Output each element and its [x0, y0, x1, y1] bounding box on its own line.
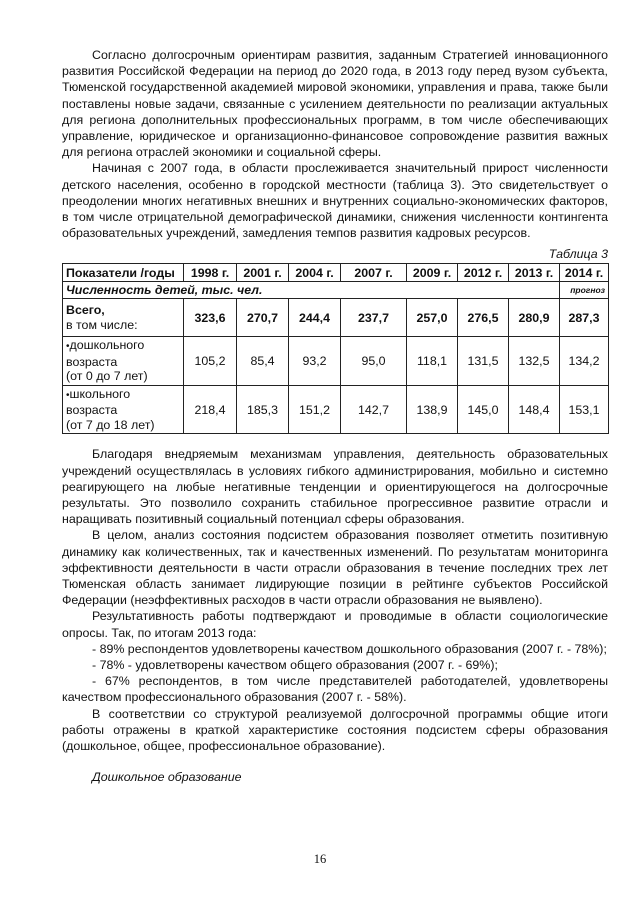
forecast-label: прогноз [560, 282, 609, 299]
table-cell: 153,1 [560, 385, 609, 434]
table-cell: 134,2 [560, 337, 609, 386]
row-label-main: школьного возраста [66, 386, 131, 418]
table-row [63, 337, 609, 386]
row-label-sub: в том числе: [66, 317, 138, 332]
table-cell: 323,6 [184, 299, 237, 337]
table-cell: 287,3 [560, 299, 609, 337]
year-header: 1998 г. [184, 264, 237, 282]
table-cell: 257,0 [407, 299, 458, 337]
page-number: 16 [313, 852, 327, 866]
table-header-row [63, 264, 609, 282]
table-cell: 118,1 [407, 337, 458, 386]
table-cell: 276,5 [458, 299, 509, 337]
row-label [63, 385, 184, 434]
paragraph-surveys: Результативность работы подтверждают и проводимые в области социологические опросы. Так, по итогам 2013 года: [62, 609, 608, 640]
table-cell: 218,4 [184, 385, 237, 434]
table-cell: 95,0 [341, 337, 407, 386]
bullet-mark: • [66, 389, 70, 401]
row-label-sub: (от 7 до 18 лет) [66, 417, 155, 432]
year-header: 2004 г. [289, 264, 341, 282]
table-cell: 93,2 [289, 337, 341, 386]
table-cell: 142,7 [341, 385, 407, 434]
table-section-row [63, 282, 609, 299]
year-header: 2001 г. [237, 264, 289, 282]
year-header: 2012 г. [458, 264, 509, 282]
table-cell: 131,5 [458, 337, 509, 386]
year-header: 2007 г. [341, 264, 407, 282]
table-cell: 132,5 [509, 337, 560, 386]
table-row [63, 299, 609, 337]
table-caption: Таблица 3 [548, 247, 608, 262]
row-label-sub: (от 0 до 7 лет) [66, 369, 148, 384]
children-population-table [62, 263, 609, 434]
table-cell: 148,4 [509, 385, 560, 434]
bullet-mark: • [66, 341, 70, 353]
table-cell: 185,3 [237, 385, 289, 434]
table-cell: 145,0 [458, 385, 509, 434]
row-label-main: Всего, [66, 303, 105, 318]
year-header: 2009 г. [407, 264, 458, 282]
paragraph-analysis: В целом, анализ состояния подсистем образования позволяет отметить позитивную динамику как количественных, так и качественных изменений. По результатам мониторинга эффективности деятельности в части отрасли образования в течение последних трех лет Тюменская область занимает лидирующие позиции в рейтинге субъектов Российской Федерации (неэффективных расходов в части отрасли образования не выявлено). [62, 528, 608, 608]
table-cell: 85,4 [237, 337, 289, 386]
table-cell: 105,2 [184, 337, 237, 386]
paragraph-strategy: Согласно долгосрочным ориентирам развития, заданным Стратегией инновационного развития Российской Федерации на период до 2020 года, в 2013 году перед вузом субъекта, Тюменской государственной академией мировой экономики, управления и права, также были поставлены новые задачи, связанные с усилением деятельности по реализации актуальных для региона дополнительных профессиональных программ, в том числе обеспечивающих управление, юридическое и организационно-финансовое сопровождение развития важных для региона отраслей экономики и социальной сферы. [62, 48, 608, 160]
paragraph-program-structure: В соответствии со структурой реализуемой долгосрочной программы общие итоги работы отражены в краткой характеристике состояния подсистем сферы образования (дошкольное, общее, профессиональное образование). [62, 706, 608, 754]
section-label: Численность детей, тыс. чел. [63, 282, 560, 299]
header-label: Показатели /годы [63, 264, 184, 282]
paragraph-management: Благодаря внедряемым механизмам управления, деятельность образовательных учреждений осуществлялась в условиях гибкого администрирования, мобильно и системно реагирующего на любые негативные тенденции и ориентирующегося на долгосрочные результаты. Это позволило сохранить стабильное прогрессивное развитие отрасли и наращивать позитивный социальный потенциал сферы образования. [62, 447, 608, 527]
table-cell: 237,7 [341, 299, 407, 337]
paragraph-population-growth: Начиная с 2007 года, в области прослеживается значительный прирост численности детского населения, особенно в городской местности (таблица 3). Это свидетельствует о преодолении многих негативных внешних и внутренних социально-экономических факторов, в том числе отрицательной демографической динамики, снижения численности контингента образовательных учреждений, замедления темпов развития кадровых ресурсов. [62, 161, 608, 241]
page-content [62, 47, 608, 784]
table-row [63, 385, 609, 434]
table-cell: 280,9 [509, 299, 560, 337]
row-label-main: дошкольного возраста [66, 338, 145, 369]
table-cell: 244,4 [289, 299, 341, 337]
section-subheading: Дошкольное образование [92, 770, 242, 785]
survey-item-preschool: - 89% респондентов удовлетворены качеством дошкольного образования (2007 г. - 78%); [92, 641, 607, 656]
year-header: 2014 г. [560, 264, 609, 282]
year-header: 2013 г. [509, 264, 560, 282]
survey-item-general: - 78% - удовлетворены качеством общего образования (2007 г. - 69%); [92, 658, 498, 673]
table-cell: 138,9 [407, 385, 458, 434]
table-cell: 151,2 [289, 385, 341, 434]
table-cell: 270,7 [237, 299, 289, 337]
survey-item-professional: - 67% респондентов, в том числе представителей работодателей, удовлетворены качеством профессионального образования (2007 г. - 58%). [62, 674, 608, 705]
row-label [63, 299, 184, 337]
row-label [63, 337, 184, 386]
